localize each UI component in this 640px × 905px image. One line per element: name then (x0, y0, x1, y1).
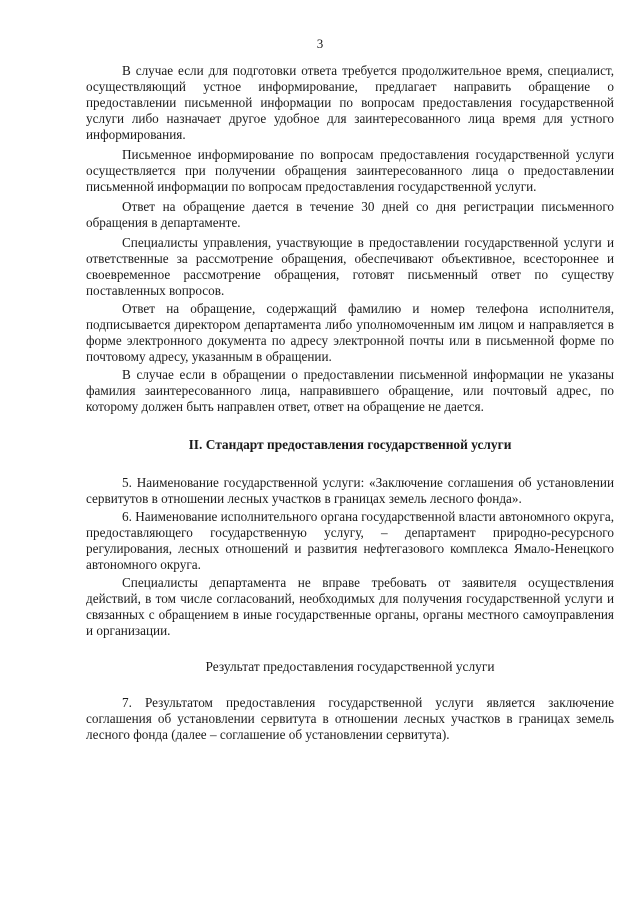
paragraph: Специалисты управления, участвующие в предоставлении государственной услуги и ответственные за рассмотрение обращения, обеспечивают объективное, всестороннее и своевременное рассмотрение обращения, готовят письменный ответ по существу поставленных вопросов. (86, 235, 614, 298)
subsection-heading: Результат предоставления государственной услуги (205, 659, 495, 674)
paragraph: Ответ на обращение дается в течение 30 дней со дня регистрации письменного обращения в департаменте. (86, 199, 614, 230)
paragraph: Письменное информирование по вопросам предоставления государственной услуги осуществляется при получении обращения заинтересованного лица о предоставлении письменной информации по вопросам предоставления государственной услуги. (86, 147, 614, 194)
page-number: 3 (316, 36, 324, 51)
document-body (86, 63, 614, 743)
paragraph: В случае если для подготовки ответа требуется продолжительное время, специалист, осуществляющий устное информирование, предлагает направить обращение о предоставлении письменной информации по вопросам предоставления государственной услуги либо назначает другое удобное для заинтересованного лица время для устного информирования. (86, 63, 614, 142)
paragraph: 5. Наименование государственной услуги: «Заключение соглашения об установлении сервитутов в отношении лесных участков в границах земель лесного фонда». (86, 475, 614, 506)
paragraph: Ответ на обращение, содержащий фамилию и номер телефона исполнителя, подписывается директором департамента либо уполномоченным им лицом и направляется в форме электронного документа по адресу электронной почты или в письменной форме по почтовому адресу, указанным в обращении. (86, 301, 614, 364)
section-heading: II. Стандарт предоставления государственной услуги (188, 437, 512, 452)
paragraph: В случае если в обращении о предоставлении письменной информации не указаны фамилия заинтересованного лица, направившего обращение, или почтовый адрес, по которому должен быть направлен ответ, ответ на обращение не дается. (86, 367, 614, 414)
paragraph: Специалисты департамента не вправе требовать от заявителя осуществления действий, в том числе согласований, необходимых для получения государственной услуги и связанных с обращением в иные государственные органы, органы местного самоуправления и организации. (86, 575, 614, 638)
paragraph: 6. Наименование исполнительного органа государственной власти автономного округа, предоставляющего государственную услугу, – департамент природно-ресурсного регулирования, лесных отношений и развития нефтегазового комплекса Ямало-Ненецкого автономного округа. (86, 509, 614, 572)
paragraph: 7. Результатом предоставления государственной услуги является заключение соглашения об установлении сервитута в отношении лесных участков в границах земель лесного фонда (далее – соглашение об установлении сервитута). (86, 695, 614, 742)
